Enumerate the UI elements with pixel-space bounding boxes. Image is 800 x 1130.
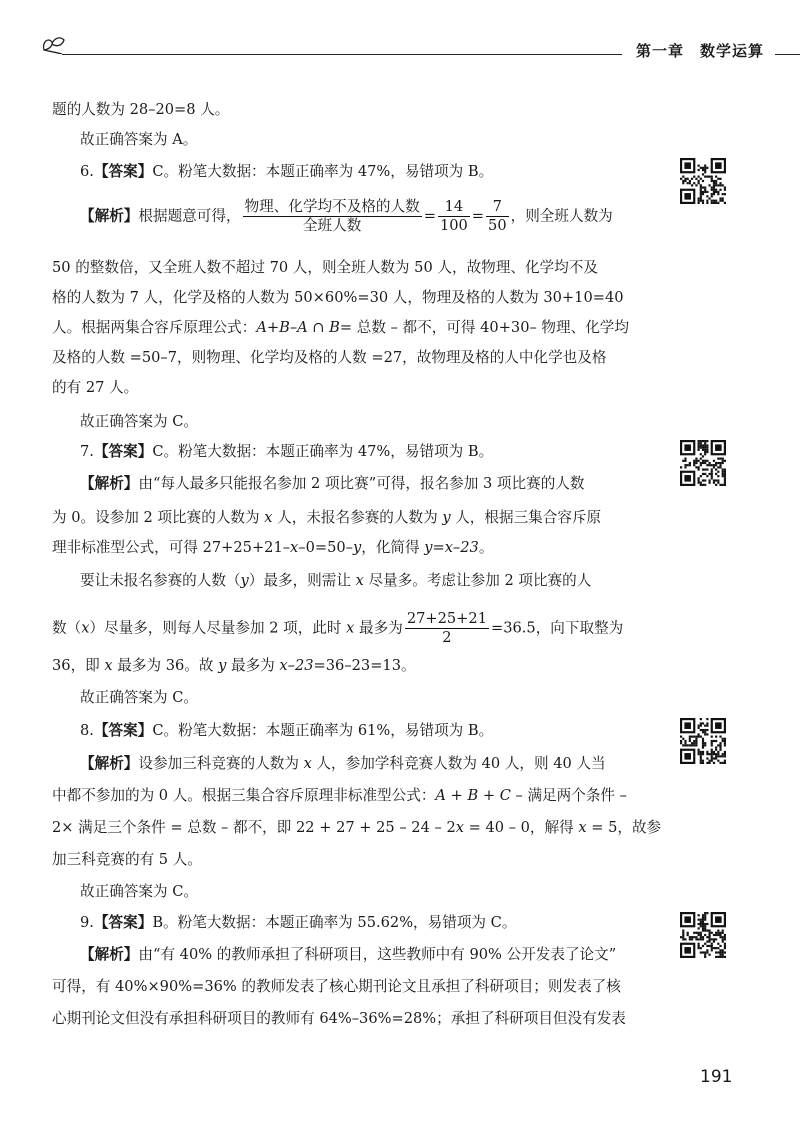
text-line: 的有 27 人。 bbox=[52, 379, 139, 396]
text-line: 及格的人数 =50–7，则物理、化学均及格的人数 =27，故物理及格的人中化学也及格 bbox=[52, 349, 607, 366]
text-line: 心期刊论文但没有承担科研项目的教师有 64%–36%=28%；承担了科研项目但没有发表 bbox=[52, 1010, 626, 1027]
text-line: 为 0。设参加 2 项比赛的人数为 x 人，未报名参赛的人数为 y 人，根据三集合容斥原 bbox=[52, 509, 602, 526]
analysis-line-q8: 【解析】设参加三科竞赛的人数为 x 人，参加学科竞赛人数为 40 人，则 40 人当 bbox=[80, 755, 606, 772]
answer-line: 故正确答案为 C。 bbox=[80, 883, 198, 900]
text-line: 人。根据两集合容斥原理公式：A+B–A ∩ B= 总数 – 都不，可得 40+30– 物理、化学均 bbox=[52, 319, 629, 336]
answer-text: C。粉笔大数据：本题正确率为 47%，易错项为 B。 bbox=[152, 163, 494, 180]
page-number: 191 bbox=[700, 1067, 733, 1087]
answer-line: 故正确答案为 C。 bbox=[80, 413, 198, 430]
analysis-tag: 【解析】 bbox=[80, 475, 139, 492]
text-line: 题的人数为 28–20=8 人。 bbox=[52, 101, 230, 118]
text-line: 加三科竞赛的有 5 人。 bbox=[52, 851, 202, 868]
answer-header-q9 bbox=[80, 913, 516, 933]
analysis-tag: 【解析】 bbox=[80, 755, 139, 772]
text-line: 36，即 x 最多为 36。故 y 最多为 x–23=36–23=13。 bbox=[52, 657, 416, 674]
formula: A + B + C bbox=[435, 787, 511, 804]
analysis-line-q6: 【解析】根据题意可得， $\frac{\text{物理、化学均不及格的人数}}{\text{全班人数}}$ = $\frac{14}{100}$ = $\frac{7}{50}$ ，则全班人数为 bbox=[80, 198, 613, 234]
qr-code-icon[interactable] bbox=[680, 718, 726, 764]
chapter-title: 第一章 数学运算 bbox=[636, 42, 765, 60]
fraction: $\frac{14}{100}$ bbox=[439, 198, 468, 234]
question-number: 6. bbox=[80, 163, 94, 180]
answer-header-q6 bbox=[80, 162, 493, 182]
text-line: 数（x）尽量多，则每人尽量参加 2 项，此时 x 最多为 $\frac{27+25+21}{2}$ =36.5，向下取整为 bbox=[52, 610, 624, 646]
leaf-icon bbox=[40, 34, 66, 54]
qr-code-icon[interactable] bbox=[680, 158, 726, 204]
text-line: 格的人数为 7 人，化学及格的人数为 50×60%=30 人，物理及格的人数为 30+10=40 bbox=[52, 289, 624, 306]
analysis-text: 根据题意可得， bbox=[138, 207, 241, 225]
fraction: $\frac{27+25+21}{2}$ bbox=[406, 610, 487, 646]
answer-header-q8 bbox=[80, 721, 493, 741]
text-line: 要让未报名参赛的人数（y）最多，则需让 x 尽量多。考虑让参加 2 项比赛的人 bbox=[80, 572, 592, 589]
header-rule bbox=[62, 54, 622, 55]
page-header bbox=[40, 28, 765, 68]
answer-tag: 【答案】 bbox=[93, 443, 153, 460]
text-line: 2× 满足三个条件 = 总数 – 都不，即 22 + 27 + 25 – 24 – 2x = 40 – 0，解得 x = 5，故参 bbox=[52, 819, 662, 836]
answer-line: 故正确答案为 C。 bbox=[80, 689, 198, 706]
fraction: $\frac{7}{50}$ bbox=[488, 198, 507, 234]
answer-header-q7 bbox=[80, 442, 493, 462]
answer-tag: 【答案】 bbox=[93, 914, 153, 931]
answer-tag: 【答案】 bbox=[93, 163, 153, 180]
answer-text: C。粉笔大数据：本题正确率为 61%，易错项为 B。 bbox=[152, 722, 494, 739]
analysis-line-q9: 【解析】由“有 40% 的教师承担了科研项目，这些教师中有 90% 公开发表了论文” bbox=[80, 946, 617, 963]
text-line: 可得，有 40%×90%=36% 的教师发表了核心期刊论文且承担了科研项目；则发表了核 bbox=[52, 978, 621, 995]
qr-code-icon[interactable] bbox=[680, 912, 726, 958]
formula: A+B–A ∩ B bbox=[256, 319, 340, 336]
answer-line: 故正确答案为 A。 bbox=[80, 131, 198, 148]
analysis-line-q7: 【解析】由“每人最多只能报名参加 2 项比赛”可得，报名参加 3 项比赛的人数 bbox=[80, 475, 585, 492]
analysis-tag: 【解析】 bbox=[80, 207, 139, 225]
answer-text: C。粉笔大数据：本题正确率为 47%，易错项为 B。 bbox=[152, 443, 494, 460]
analysis-text: ，则全班人数为 bbox=[510, 207, 613, 225]
text-line: 中都不参加的为 0 人。根据三集合容斥原理非标准型公式：A + B + C – 满足两个条件 – bbox=[52, 787, 627, 804]
text-line: 50 的整数倍，又全班人数不超过 70 人，则全班人数为 50 人，故物理、化学均不及 bbox=[52, 259, 598, 276]
question-number: 8. bbox=[80, 722, 94, 739]
answer-tag: 【答案】 bbox=[93, 722, 153, 739]
qr-code-icon[interactable] bbox=[680, 440, 726, 486]
text-line: 理非标准型公式，可得 27+25+21–x–0=50–y，化简得 y=x–23。 bbox=[52, 539, 494, 556]
answer-text: B。粉笔大数据：本题正确率为 55.62%，易错项为 C。 bbox=[152, 914, 517, 931]
question-number: 7. bbox=[80, 443, 94, 460]
question-number: 9. bbox=[80, 914, 94, 931]
fraction: $\frac{\text{物理、化学均不及格的人数}}{\text{全班人数}}$ bbox=[244, 198, 420, 234]
header-dash bbox=[775, 54, 800, 55]
analysis-tag: 【解析】 bbox=[80, 946, 139, 963]
